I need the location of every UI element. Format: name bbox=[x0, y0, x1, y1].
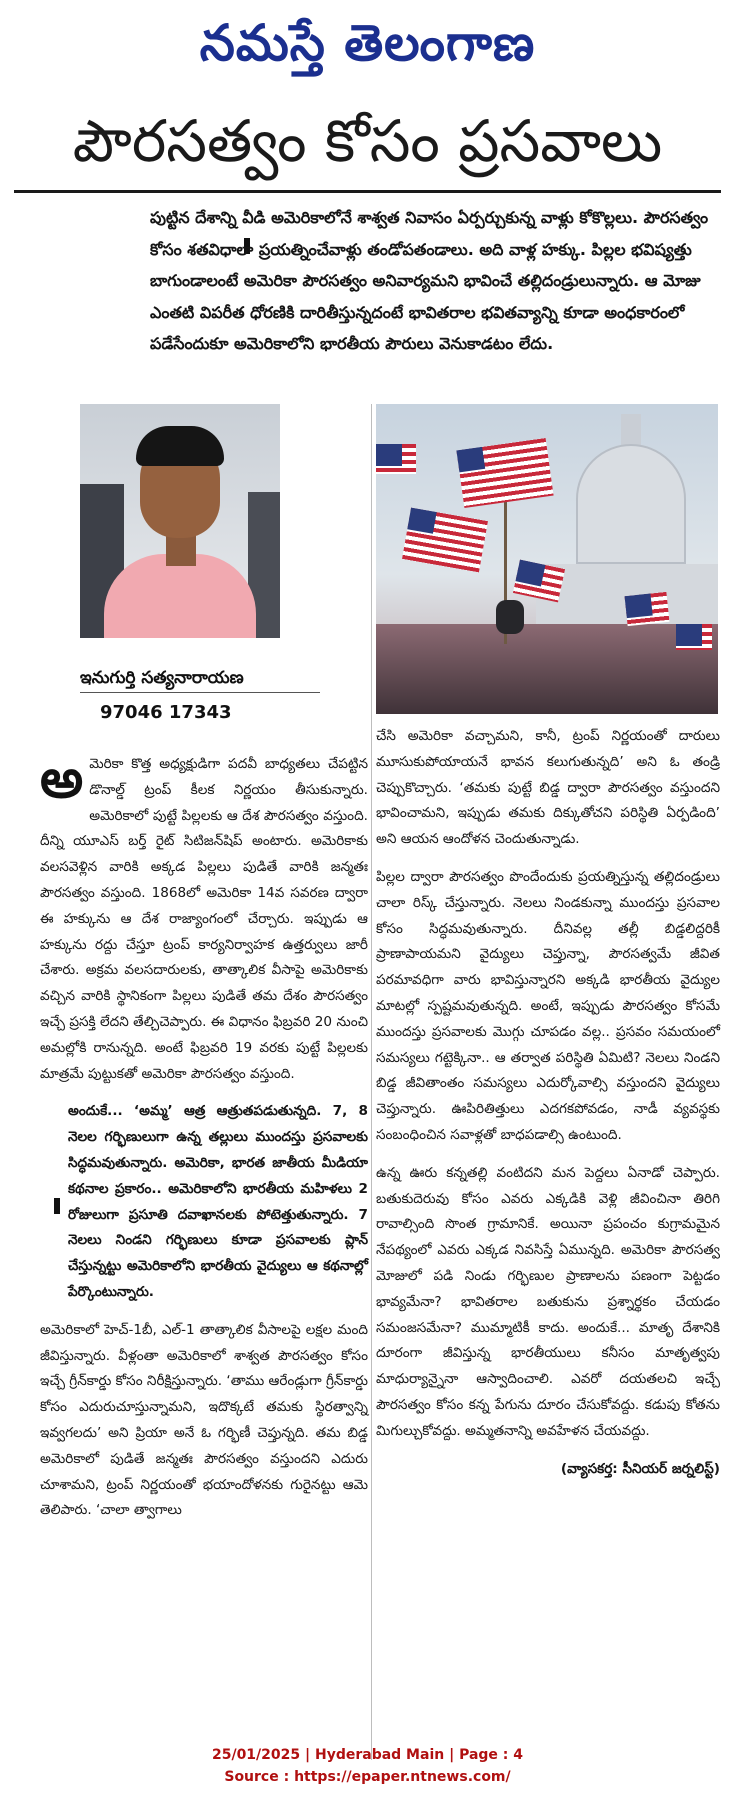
shirt bbox=[104, 554, 256, 638]
author-phone: 97046 17343 bbox=[100, 702, 232, 723]
left-paragraph-3: అమెరికాలో హెచ్-1బీ, ఎల్-1 తాత్కాలిక వీసాలపై లక్షల మంది జీవిస్తున్నారు. వీళ్లంతా అమెరికాలో శాశ్వత పౌరసత్వం కోసం ఇచ్చే గ్రీన్‌కార్డు కోసం నిరీక్షిస్తున్నారు. ‘తాము ఆరేండ్లుగా గ్రీన్‌కార్డు కోసం ఎదురుచూస్తున్నామని, ఇదొక్కటే తమకు స్థిరత్వాన్ని ఇవ్వగలదు’ అని ప్రియా అనే ఓ గర్భిణీ చెప్తున్నది. తమ బిడ్డ అమెరికాలో పుడితే జన్మతః పౌరసత్వం వస్తుందని ఎదురు చూశామని, ట్రంప్ నిర్ణయంతో భయాందోళనకు గురైనట్టు ఆమె తెలిపారు. ‘చాలా త్వాగాలు bbox=[40, 1321, 368, 1519]
byline: (వ్యాసకర్త: సీనియర్ జర్నలిస్ట్) bbox=[560, 1460, 720, 1477]
right-paragraph-1: చేసి అమెరికా వచ్చామని, కానీ, ట్రంప్ నిర్ణయంతో దారులు మూసుకుపోయాయనే భావన కలుగుతున్నది’ అని ఓ తండ్రి చెప్పుకొచ్చారు. ‘తమకు పుట్టే బిడ్డ ద్వారా పౌరసత్వం వస్తుందని భావించామని, ఇప్పుడు తమకు దిక్కుతోచని పరిస్థితి ఏర్పడింది’ అని ఆయన ఆందోళన చెందుతున్నాడు. bbox=[376, 728, 720, 848]
footer-source: Source : https://epaper.ntnews.com/ bbox=[224, 1769, 511, 1785]
dropcap: అ bbox=[40, 747, 84, 810]
intro-paragraph: పుట్టిన దేశాన్ని వీడి అమెరికాలోనే శాశ్వత నివాసం ఏర్పర్చుకున్న వాళ్లు కోకొల్లలు. పౌరసత్వం కోసం శతవిధాలా ప్రయత్నించేవాళ్లు తండోపతండాలు. అది వాళ్ల హక్కు. పిల్లల భవిష్యత్తు బాగుండాలంటే అమెరికా పౌరసత్వం అనివార్యమని భావించే తల్లిదండ్రులున్నారు. ఆ మోజు ఎంతటి విపరీత ధోరణికి దారితీస్తున్నదంటే భావితరాల భవితవ్యాన్ని కూడా అంధకారంలో పడేసేందుకూ అమెరికాలోని భారతీయ పౌరులు వెనుకాడటం లేదు. bbox=[150, 208, 709, 353]
flag bbox=[376, 444, 416, 474]
left-paragraph-1-text: మెరికా కొత్త అధ్యక్షుడిగా పదవీ బాధ్యతలు చేపట్టిన డొనాల్డ్ ట్రంప్ కీలక నిర్ణయం తీసుకున్నారు. అమెరికాలో పుట్టే పిల్లలకు ఆ దేశ పౌరసత్వం వస్తుంది. దీన్ని యూఎస్ బర్త్ రైట్ సిటిజన్‌షిప్ అంటారు. అమెరికాకు వలసవెళ్లిన వారికి అక్కడ పిల్లలు పుడితే వారికి జన్మతః పౌరసత్వం వస్తుంది. 1868లో అమెరికా 14వ సవరణ ద్వారా ఈ హక్కును ఆ దేశ రాజ్యాంగంలో చేర్చారు. ఇప్పుడు ఆ హక్కును రద్దు చేస్తూ ట్రంప్ కార్యనిర్వాహక ఉత్తర్వులు జారీ చేశారు. అక్రమ వలసదారులకు, తాత్కాలిక వీసాపై అమెరికాకు వచ్చిన వారికి స్థానికంగా పిల్లలు పుడితే తమ దేశం పౌరసత్వం ఇచ్చే ప్రసక్తి లేదని తేల్చిచెప్పారు. ఈ విధానం ఫిబ్రవరి 20 నుంచి అమల్లోకి రానున్నది. అంటే ఫిబ్రవరి 19 వరకు పుట్టే పిల్లలకు మాత్రమే పుట్టుకతో అమెరికా పౌరసత్వం వస్తుంది. bbox=[40, 756, 368, 1082]
author-name: ఇనుగుర్తి సత్యనారాయణ bbox=[80, 668, 244, 688]
column-separator bbox=[371, 404, 372, 1760]
right-paragraph-2: పిల్లల ద్వారా పౌరసత్వం పొందేందుకు ప్రయత్నిస్తున్న తల్లిదండ్రులు చాలా రిస్క్ చేస్తున్నారు. నెలలు నిండకున్నా ముందస్తు ప్రసవాల కోసం సిద్ధమవుతున్నారు. దీనివల్ల తల్లీ బిడ్డలిద్దరికీ ప్రాణాపాయమని వైద్యులు చెప్తున్నా, పౌరసత్వమే జీవిత పరమావధిగా వారు భావిస్తున్నారని అక్కడి భారతీయ వైద్యుల మాటల్లో స్పష్టమవుతున్నది. అంటే, ఇప్పుడు పౌరసత్వం కోసమే ముందస్తు ప్రసవాలకు మొగ్గు చూపడం వల్ల.. ప్రసవం సమయంలో సమస్యలు గట్టెక్కినా.. ఆ తర్వాత పరిస్థితి ఏమిటి? నెలలు నిండని బిడ్డ జీవితాంతం సమస్యలు ఎదుర్కోవాల్సి వస్తుందని వైద్యులు చెప్తున్నారు. ఊపిరితిత్తులు ఎదగకపోవడం, నాడీ వ్యవస్థకు సంబంధించిన సవాళ్లతో బాధపడాల్సి ఉంటుంది. bbox=[376, 868, 720, 1143]
footer-date-line: 25/01/2025 | Hyderabad Main | Page : 4 bbox=[211, 1747, 524, 1763]
flag bbox=[402, 508, 488, 573]
flag bbox=[456, 438, 553, 508]
hand bbox=[496, 600, 524, 634]
flag bbox=[625, 592, 670, 626]
crowd bbox=[376, 624, 718, 714]
author-photo bbox=[80, 404, 280, 638]
flags-photo bbox=[376, 404, 718, 714]
left-paragraph-1 bbox=[40, 747, 368, 1087]
left-paragraph-2: అందుకే... ‘అమ్మ’ ఆత్ర ఆత్రుతపడుతున్నది. 7, 8 నెలల గర్భిణులుగా ఉన్న తల్లులు ముందస్తు ప్రసవాలకు సిద్ధమవుతున్నారు. అమెరికా, భారత జాతీయ మీడియా కథనాల ప్రకారం.. అమెరికాలోని భారతీయ మహిళలు 2 రోజులుగా ప్రసూతి దవాఖానలకు పోటెత్తుతున్నారు. 7 నెలలు నిండని గర్భిణులు కూడా ప్రసవాలకు ప్లాన్ చేస్తున్నట్టు అమెరికాలోని భారతీయ వైద్యులు ఆ కథనాల్లో పేర్కొంటున్నారు. bbox=[68, 1103, 368, 1300]
left-column bbox=[40, 747, 368, 1524]
headline: పౌరసత్వం కోసం ప్రసవాలు bbox=[72, 107, 663, 175]
footer bbox=[0, 1744, 735, 1788]
author-rule bbox=[80, 692, 320, 693]
headline-rule bbox=[14, 190, 721, 193]
hair bbox=[136, 426, 224, 466]
highlight-marker bbox=[54, 1198, 60, 1214]
right-paragraph-3: ఉన్న ఊరు కన్నతల్లి వంటిదని మన పెద్దలు ఏనాడో చెప్పారు. బతుకుదెరువు కోసం ఎవరు ఎక్కడికి వెళ్లి జీవించినా తిరిగి రావాల్సింది సొంత గ్రామానికే. అయినా ప్రపంచం కుగ్రామమైన నేపథ్యంలో ఎవరు ఎక్కడ నివసిస్తే ఏమున్నది. అమెరికా పౌరసత్వ మోజులో పడి నిండు గర్భిణుల ప్రాణాలను పణంగా పెట్టడం భావ్యమేనా? భావితరాల బతుకును ప్రశ్నార్థకం చేయడం సమంజసమేనా? ముమ్మాటికీ కాదు. అందుకే... మాతృ దేశానికి దూరంగా జీవిస్తున్న భారతీయులు కనీసం మాతృత్వపు మాధుర్యాన్నైనా ఆస్వాదించాలి. ఎవరో దయతలచి ఇచ్చే పౌరసత్వం కోసం కన్న పేగును దూరం చేసుకోవద్దు. కడుపు కోతను మిగుల్చుకోవద్దు. అమ్మతనాన్ని అవహేళన చేయవద్దు. bbox=[376, 1164, 720, 1439]
right-column bbox=[376, 724, 720, 1482]
flag bbox=[676, 624, 712, 650]
capitol-dome bbox=[576, 444, 686, 564]
masthead-logo: నమస్తే తెలంగాణ bbox=[199, 14, 536, 72]
